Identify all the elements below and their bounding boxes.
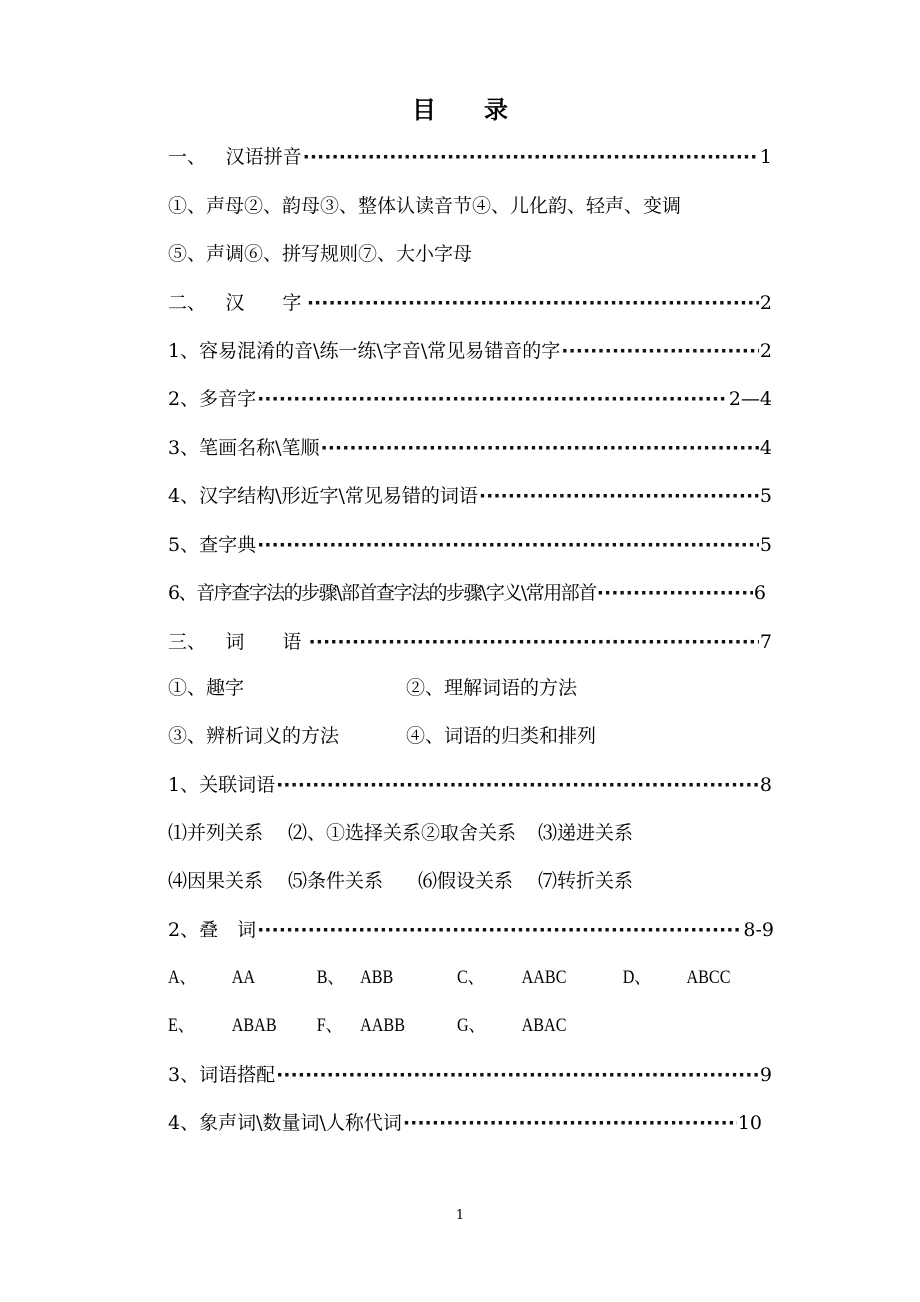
toc-leader-dots (276, 1060, 759, 1090)
pattern-key: D、 (622, 967, 651, 988)
toc-entry-words[interactable] (168, 627, 772, 657)
toc-label: 3、词语搭配 (168, 1064, 276, 1086)
toc-prefix: 一、 (168, 146, 207, 168)
toc-entry-strokes[interactable] (168, 433, 772, 463)
toc-page: 8-9 (743, 919, 774, 941)
page-title (0, 90, 920, 125)
toc-leader-dots (307, 288, 759, 318)
toc-subline-text: ⑤、声调⑥、拼写规则⑦、大小字母 (168, 243, 473, 265)
toc-label: 2、多音字 (168, 388, 257, 410)
toc-entry-dictionary[interactable] (168, 530, 772, 560)
pattern-key: A、 (168, 967, 196, 988)
toc-label: 3、笔画名称\笔顺 (168, 437, 320, 459)
toc-entry-pinyin[interactable] (168, 142, 772, 172)
toc-prefix: 二、 (168, 292, 207, 314)
toc-label: 5、查字典 (168, 534, 257, 556)
toc-entry-collocation[interactable] (168, 1060, 772, 1090)
toc-page: 10 (737, 1112, 762, 1134)
relations-row-1 (168, 818, 772, 848)
toc-leader-dots (479, 481, 759, 511)
toc-leader-dots (276, 770, 759, 800)
toc-page: 2 (759, 340, 772, 362)
toc-label: 词 语 (225, 631, 302, 653)
toc-label: 1、容易混淆的音\练一练\字音\常见易错音的字 (168, 340, 561, 362)
toc-leader-dots (303, 142, 759, 172)
toc-label: 2、叠 词 (168, 919, 257, 941)
relation-item: ⑵、①选择关系②取舍关系 (288, 822, 517, 844)
toc-entry-hanzi[interactable] (168, 288, 772, 318)
words-subitems-row-1 (168, 673, 772, 703)
toc-leader-dots (309, 627, 759, 657)
toc-label: 汉语拼音 (225, 146, 302, 168)
pattern-key: B、 (316, 967, 344, 988)
relation-item: ⑺转折关系 (538, 870, 634, 892)
toc-subline-text: ①、声母②、韵母③、整体认读音节④、儿化韵、轻声、变调 (168, 195, 682, 217)
toc-leader-dots (561, 336, 759, 366)
toc-page: 6 (753, 582, 766, 604)
toc-page: 2 (759, 292, 772, 314)
words-subitem: ③、辨析词义的方法 (168, 725, 340, 747)
toc-page: 4 (759, 437, 772, 459)
toc-label: 汉 字 (225, 292, 302, 314)
toc-label: 4、象声词\数量词\人称代词 (168, 1112, 402, 1134)
toc-prefix: 三、 (168, 631, 207, 653)
toc-entry-structure[interactable] (168, 481, 772, 511)
title-char-2: 录 (484, 96, 508, 124)
reduplication-row-2 (168, 1011, 681, 1041)
relation-item: ⑷因果关系 (168, 870, 264, 892)
toc-label: 1、关联词语 (168, 774, 276, 796)
pattern-key: C、 (457, 967, 484, 988)
pattern-value: ABB (360, 967, 394, 988)
toc-page: 7 (759, 631, 772, 653)
words-subitem: ④、词语的归类和排列 (406, 725, 597, 747)
toc-entry-lookup-methods[interactable] (168, 578, 766, 608)
pattern-key: F、 (316, 1015, 342, 1036)
pattern-value: AABC (521, 967, 567, 988)
toc-page: 8 (759, 774, 772, 796)
pattern-value: ABAC (521, 1015, 567, 1036)
toc-label: 4、汉字结构\形近字\常见易错的词语 (168, 485, 478, 507)
words-subitem: ①、趣字 (168, 677, 245, 699)
toc-entry-conjunctions[interactable] (168, 770, 772, 800)
page-number: 1 (455, 1208, 465, 1223)
relation-item: ⑹假设关系 (418, 870, 514, 892)
relation-item: ⑸条件关系 (288, 870, 384, 892)
relation-item: ⑶递进关系 (538, 822, 634, 844)
pattern-value: ABAB (231, 1015, 277, 1036)
title-char-1: 目 (412, 96, 436, 124)
toc-leader-dots (403, 1108, 737, 1138)
reduplication-row-1 (168, 963, 731, 993)
toc-leader-dots (597, 578, 753, 608)
toc-leader-dots (257, 915, 742, 945)
toc-entry-confusing-sounds[interactable] (168, 336, 772, 366)
toc-label: 6、音序查字法的步骤\部首查字法的步骤\字义\常用部首 (168, 582, 596, 604)
words-subitem: ②、理解词语的方法 (406, 677, 578, 699)
toc-leader-dots (257, 530, 759, 560)
toc-entry-polyphones[interactable] (168, 384, 772, 414)
pattern-key: E、 (168, 1015, 195, 1036)
toc-entry-reduplication[interactable] (168, 915, 774, 945)
pattern-key: G、 (457, 1015, 485, 1036)
toc-leader-dots (257, 384, 728, 414)
toc-entry-onomatopoeia[interactable] (168, 1108, 762, 1138)
pattern-value: ABCC (686, 967, 731, 988)
pattern-value: AA (231, 967, 256, 988)
pattern-value: AABB (360, 1015, 405, 1036)
toc-subline-pinyin-2 (168, 239, 472, 269)
toc-page: 5 (759, 534, 772, 556)
toc-page: 9 (759, 1064, 772, 1086)
toc-page: 1 (759, 146, 772, 168)
words-subitems-row-2 (168, 721, 772, 751)
toc-page: 2—4 (728, 388, 772, 410)
relations-row-2 (168, 866, 772, 896)
toc-subline-pinyin-1 (168, 191, 681, 221)
relation-item: ⑴并列关系 (168, 822, 264, 844)
toc-leader-dots (321, 433, 759, 463)
toc-page: 5 (759, 485, 772, 507)
